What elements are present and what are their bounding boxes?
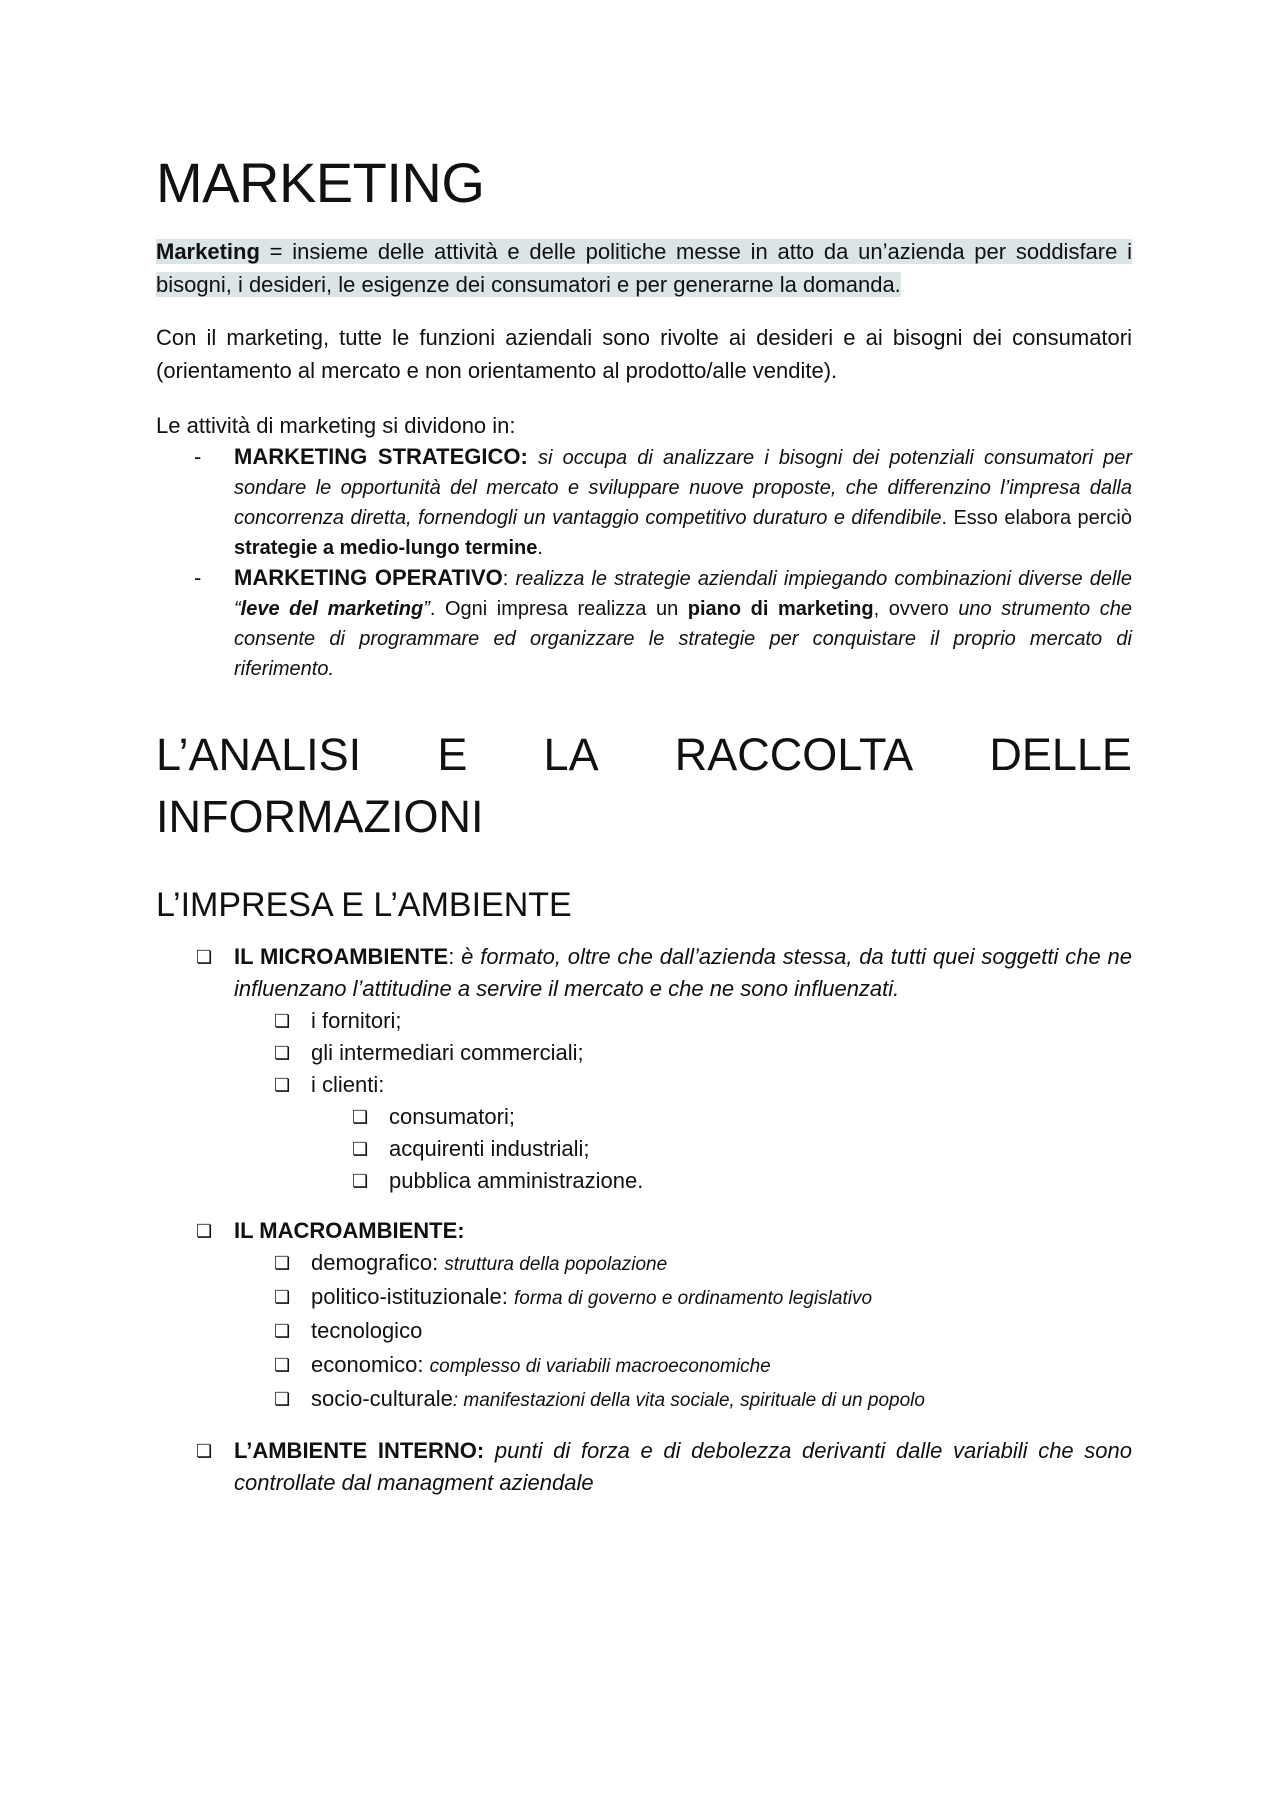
spacer [156, 1417, 1132, 1435]
macro-item-name: demografico: [311, 1250, 445, 1275]
definition-text: = insieme delle attività e delle politiche messe in atto da un’azienda per soddisfare i bisogni, i desideri, le esigenze dei consumatori e per generarne la domanda. [156, 239, 1132, 297]
dash-bullet: - [194, 444, 202, 469]
macro-item-name: economico: [311, 1352, 430, 1377]
list-item-internal [156, 1435, 1132, 1499]
definition-term: Marketing [156, 239, 260, 264]
checkbox-bullet-icon: ❏ [352, 1171, 369, 1191]
operative-colon: : [502, 568, 509, 590]
checkbox-bullet-icon: ❏ [274, 1253, 291, 1273]
micro-colon: : [448, 944, 455, 969]
subheading: L’IMPRESA E L’AMBIENTE [156, 886, 572, 924]
heading-word: RACCOLTA [674, 729, 914, 780]
marketing-definition [156, 235, 1132, 301]
heading-word: LA [543, 729, 599, 780]
list-item [156, 1247, 1132, 1281]
client-item: acquirenti industriali; [389, 1136, 590, 1161]
internal-desc: punti di forza e di debolezza derivanti dalle variabili che sono controllate dal managment aziendale [234, 1438, 1133, 1495]
checkbox-bullet-icon: ❏ [274, 1011, 291, 1031]
dash-bullet: - [194, 565, 202, 590]
checkbox-bullet-icon: ❏ [274, 1355, 291, 1375]
document-content [156, 150, 1132, 1499]
macro-list [156, 1215, 1132, 1417]
strategic-rest2: . [537, 537, 543, 559]
micro-item: i fornitori; [311, 1008, 402, 1033]
checkbox-bullet-icon: ❏ [274, 1321, 291, 1341]
list-item-macro [156, 1215, 1132, 1247]
operative-desc1: realizza le strategie aziendali impiegando combinazioni diverse delle “ [234, 568, 1132, 620]
checkbox-bullet-icon: ❏ [274, 1043, 291, 1063]
operative-rest2: , ovvero [873, 598, 959, 620]
checkbox-bullet-icon: ❏ [352, 1139, 369, 1159]
list-item [156, 1101, 1132, 1133]
macro-item-desc: struttura della popolazione [444, 1254, 668, 1275]
list-item [156, 1383, 1132, 1417]
micro-item: gli intermediari commerciali; [311, 1040, 584, 1065]
operative-leve: leve del marketing [240, 598, 424, 620]
paragraph-activities: Le attività di marketing si dividono in: [156, 413, 516, 438]
macro-item-desc: forma di governo e ordinamento legislativo [513, 1288, 873, 1309]
list-item [156, 1315, 1132, 1349]
checkbox-bullet-icon: ❏ [196, 1441, 213, 1461]
spacer [156, 1197, 1132, 1215]
list-item [156, 1165, 1132, 1197]
client-item: pubblica amministrazione. [389, 1168, 644, 1193]
list-item [156, 1037, 1132, 1069]
list-item-strategic [156, 442, 1132, 563]
operative-desc3: uno strumento che consente di programmare ed organizzare le strategie per conquistare il proprio mercato di riferimento. [234, 598, 1132, 680]
macro-item-name: socio-culturale [311, 1386, 453, 1411]
checkbox-bullet-icon: ❏ [196, 947, 213, 967]
list-item-operative [156, 563, 1132, 684]
strategic-bold: strategie a medio-lungo termine [234, 537, 538, 559]
micro-item: i clienti: [311, 1072, 385, 1097]
heading-word: L’ANALISI [156, 729, 362, 780]
checkbox-bullet-icon: ❏ [352, 1107, 369, 1127]
internal-list [156, 1435, 1132, 1499]
section-heading-line1 [156, 724, 1132, 786]
micro-label: IL MICROAMBIENTE [234, 944, 449, 969]
operative-desc2: ” [423, 598, 430, 620]
list-item [156, 1069, 1132, 1101]
checkbox-bullet-icon: ❏ [274, 1287, 291, 1307]
checkbox-bullet-icon: ❏ [274, 1075, 291, 1095]
list-item-micro [156, 941, 1132, 1005]
checkbox-bullet-icon: ❏ [196, 1221, 213, 1241]
macro-label: IL MACROAMBIENTE: [234, 1218, 465, 1243]
list-item [156, 1133, 1132, 1165]
page-title: MARKETING [156, 151, 485, 214]
environment-list [156, 941, 1132, 1197]
paragraph-orientation: Con il marketing, tutte le funzioni aziendali sono rivolte ai desideri e ai bisogni dei consumatori (orientamento al mercato e non orientamento al prodotto/alle vendite). [156, 325, 1132, 383]
section-heading [156, 724, 1132, 848]
client-item: consumatori; [389, 1104, 515, 1129]
internal-label: L’AMBIENTE INTERNO: [234, 1438, 485, 1463]
list-item [156, 1005, 1132, 1037]
macro-item-desc: complesso di variabili macroeconomiche [429, 1356, 771, 1377]
strategic-label: MARKETING STRATEGICO: [234, 444, 528, 469]
heading-word: E [437, 729, 468, 780]
macro-item-desc: : manifestazioni della vita sociale, spirituale di un popolo [452, 1390, 925, 1411]
list-item [156, 1281, 1132, 1315]
strategic-rest1: . Esso elabora perciò [941, 507, 1132, 529]
strategic-desc: si occupa di analizzare i bisogni dei potenziali consumatori per sondare le opportunità del mercato e sviluppare nuove proposte, che differenzino l’impresa dalla concorrenza diretta, fornendogli un vantaggio competitivo duraturo e difendibile [234, 447, 1132, 529]
checkbox-bullet-icon: ❏ [274, 1389, 291, 1409]
operative-piano: piano di marketing [687, 598, 874, 620]
heading-word: DELLE [989, 729, 1132, 780]
operative-rest1: . Ogni impresa realizza un [429, 598, 688, 620]
list-item [156, 1349, 1132, 1383]
definition-highlight [156, 239, 1132, 297]
section-heading-line2: INFORMAZIONI [156, 791, 484, 842]
marketing-types-list [156, 442, 1132, 684]
operative-label: MARKETING OPERATIVO [234, 565, 503, 590]
micro-desc: è formato, oltre che dall’azienda stessa, da tutti quei soggetti che ne influenzano l’attitudine a servire il mercato e che ne sono influenzati. [234, 944, 1132, 1001]
macro-item-name: politico-istituzionale: [311, 1284, 514, 1309]
macro-item-name: tecnologico [311, 1318, 423, 1343]
